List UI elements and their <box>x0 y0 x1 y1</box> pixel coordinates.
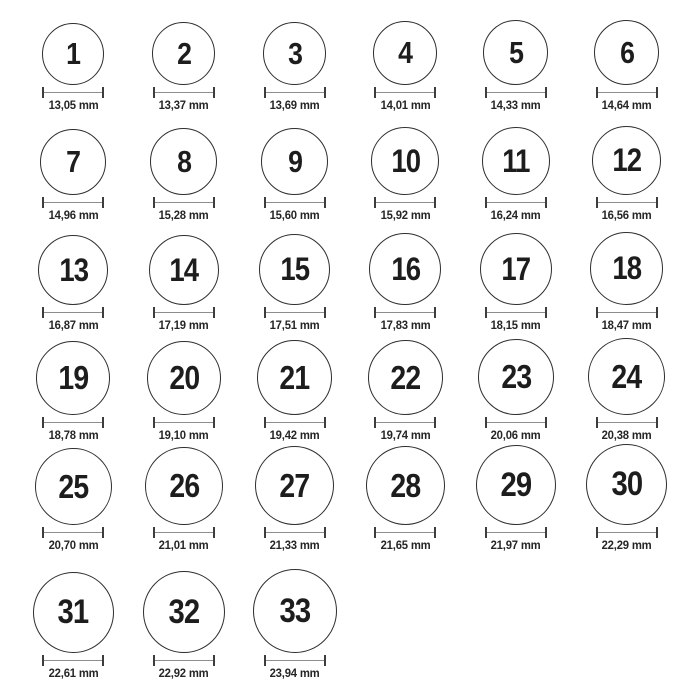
ring-size-number: 19 <box>58 359 89 397</box>
diameter-ruler <box>153 527 215 538</box>
diameter-label: 16,24 mm <box>491 207 541 222</box>
ring-size-number: 21 <box>279 358 310 396</box>
ring-size-number: 7 <box>66 144 81 180</box>
ring-circle <box>590 232 663 305</box>
diameter-ruler <box>153 307 215 318</box>
ring-size-number: 28 <box>390 466 421 504</box>
ring-size-number: 8 <box>176 143 191 179</box>
ring-size-item <box>239 2 350 112</box>
ring-size-item <box>129 552 240 680</box>
ring-circle <box>35 448 112 525</box>
ring-circle <box>149 235 219 305</box>
diameter-label: 20,38 mm <box>601 427 652 442</box>
ring-size-item <box>461 2 572 112</box>
ring-size-item <box>239 112 350 222</box>
ring-size-number: 20 <box>169 359 199 397</box>
ring-size-number: 4 <box>398 35 413 71</box>
ring-size-item <box>239 552 350 680</box>
diameter-ruler <box>374 527 436 538</box>
diameter-ruler <box>42 417 104 428</box>
diameter-label: 22,29 mm <box>601 537 652 552</box>
ring-size-number: 32 <box>168 592 200 631</box>
ring-size-number: 17 <box>501 250 531 287</box>
ring-size-item <box>571 442 682 552</box>
ring-circle <box>38 235 108 305</box>
ring-circle <box>145 447 223 525</box>
ring-size-number: 31 <box>57 593 89 632</box>
ring-size-item <box>350 2 461 112</box>
ring-size-number: 11 <box>502 142 530 179</box>
ring-circle <box>33 572 114 653</box>
diameter-label: 18,15 mm <box>491 317 541 332</box>
diameter-label: 17,51 mm <box>269 317 320 332</box>
ring-size-item <box>129 222 240 332</box>
ring-circle <box>42 23 104 85</box>
diameter-label: 14,96 mm <box>48 207 99 222</box>
ring-size-number: 27 <box>279 466 310 504</box>
ring-size-item <box>239 442 350 552</box>
ring-circle <box>261 128 328 195</box>
ring-circle <box>152 22 215 85</box>
diameter-ruler <box>42 87 104 98</box>
ring-size-number: 3 <box>287 35 302 71</box>
diameter-ruler <box>485 87 547 98</box>
diameter-label: 14,64 mm <box>601 97 652 112</box>
ring-size-number: 6 <box>619 34 634 70</box>
diameter-label: 13,37 mm <box>159 97 209 112</box>
diameter-ruler <box>264 307 326 318</box>
diameter-ruler <box>596 87 658 98</box>
ring-circle <box>369 233 441 305</box>
ring-size-item <box>129 112 240 222</box>
diameter-ruler <box>374 307 436 318</box>
diameter-label: 14,33 mm <box>491 97 541 112</box>
ring-circle <box>366 446 445 525</box>
diameter-label: 15,28 mm <box>159 207 209 222</box>
ring-size-number: 24 <box>611 357 642 395</box>
diameter-ruler <box>485 307 547 318</box>
diameter-ruler <box>264 87 326 98</box>
diameter-label: 21,01 mm <box>159 537 209 552</box>
diameter-ruler <box>596 417 658 428</box>
ring-size-item <box>350 442 461 552</box>
diameter-ruler <box>42 527 104 538</box>
ring-circle <box>255 446 334 525</box>
ring-circle <box>257 340 332 415</box>
ring-circle <box>594 20 659 85</box>
ring-size-item <box>18 2 129 112</box>
ring-size-number: 29 <box>500 465 532 504</box>
diameter-label: 23,94 mm <box>269 665 320 680</box>
diameter-ruler <box>153 197 215 208</box>
diameter-ruler <box>42 655 104 666</box>
diameter-label: 15,60 mm <box>269 207 320 222</box>
diameter-ruler <box>374 87 436 98</box>
ring-size-number: 16 <box>390 250 420 287</box>
ring-circle <box>480 233 552 305</box>
diameter-ruler <box>153 655 215 666</box>
ring-size-item <box>461 332 572 442</box>
ring-circle <box>368 340 443 415</box>
diameter-ruler <box>374 197 436 208</box>
ring-size-item <box>129 442 240 552</box>
ring-circle <box>371 127 439 195</box>
ring-circle <box>588 338 665 415</box>
ring-size-number: 12 <box>612 142 642 179</box>
diameter-label: 21,97 mm <box>491 537 541 552</box>
ring-size-number: 5 <box>508 34 523 70</box>
diameter-ruler <box>153 87 215 98</box>
diameter-label: 21,65 mm <box>380 537 431 552</box>
ring-size-number: 18 <box>612 250 642 287</box>
ring-size-number: 14 <box>169 251 199 288</box>
ring-size-number: 2 <box>176 35 191 71</box>
diameter-ruler <box>42 197 104 208</box>
ring-size-number: 13 <box>58 251 88 288</box>
ring-size-number: 1 <box>66 36 81 72</box>
ring-size-item <box>461 112 572 222</box>
ring-size-item <box>239 222 350 332</box>
ring-size-item <box>571 222 682 332</box>
ring-size-number: 30 <box>611 465 643 504</box>
ring-size-item <box>350 332 461 442</box>
diameter-ruler <box>264 655 326 666</box>
diameter-ruler <box>42 307 104 318</box>
ring-size-item <box>239 332 350 442</box>
diameter-ruler <box>264 417 326 428</box>
diameter-ruler <box>153 417 215 428</box>
ring-size-number: 23 <box>501 358 531 396</box>
diameter-ruler <box>374 417 436 428</box>
ring-size-item <box>571 2 682 112</box>
diameter-ruler <box>596 197 658 208</box>
diameter-label: 13,05 mm <box>48 97 99 112</box>
diameter-label: 18,78 mm <box>48 427 99 442</box>
ring-size-item <box>461 222 572 332</box>
diameter-label: 13,69 mm <box>269 97 320 112</box>
ring-size-item <box>350 112 461 222</box>
diameter-ruler <box>596 527 658 538</box>
diameter-label: 20,06 mm <box>491 427 541 442</box>
diameter-label: 16,56 mm <box>601 207 652 222</box>
ring-size-item <box>461 442 572 552</box>
ring-size-item <box>571 332 682 442</box>
diameter-ruler <box>264 527 326 538</box>
diameter-ruler <box>264 197 326 208</box>
diameter-label: 17,19 mm <box>159 317 209 332</box>
ring-circle <box>263 22 326 85</box>
diameter-ruler <box>596 307 658 318</box>
diameter-label: 22,61 mm <box>48 665 99 680</box>
ring-circle <box>150 128 217 195</box>
ring-circle <box>476 445 556 525</box>
ring-size-item <box>350 222 461 332</box>
diameter-label: 20,70 mm <box>48 537 99 552</box>
ring-size-number: 26 <box>169 467 199 505</box>
ring-circle <box>40 129 106 195</box>
diameter-label: 21,33 mm <box>269 537 320 552</box>
ring-size-item <box>18 112 129 222</box>
ring-circle <box>259 234 330 305</box>
diameter-ruler <box>485 527 547 538</box>
diameter-label: 22,92 mm <box>159 665 209 680</box>
ring-size-item <box>571 112 682 222</box>
ring-size-number: 9 <box>287 143 302 179</box>
ring-circle <box>143 571 225 653</box>
ring-circle <box>592 126 661 195</box>
diameter-ruler <box>485 197 547 208</box>
ring-size-item <box>18 552 129 680</box>
diameter-label: 18,47 mm <box>601 317 652 332</box>
ring-size-item <box>18 332 129 442</box>
ring-circle <box>586 444 667 525</box>
diameter-label: 17,83 mm <box>380 317 431 332</box>
ring-size-number: 25 <box>58 467 89 505</box>
ring-size-number: 10 <box>390 142 420 179</box>
ring-circle <box>373 21 437 85</box>
ring-circle <box>36 341 110 415</box>
diameter-label: 15,92 mm <box>380 207 431 222</box>
ring-size-item <box>129 2 240 112</box>
ring-circle <box>483 20 548 85</box>
ring-size-item <box>129 332 240 442</box>
ring-circle <box>147 341 221 415</box>
diameter-ruler <box>485 417 547 428</box>
ring-size-number: 15 <box>280 251 310 288</box>
diameter-label: 14,01 mm <box>380 97 431 112</box>
diameter-label: 19,42 mm <box>269 427 320 442</box>
ring-size-number: 22 <box>390 358 421 396</box>
ring-size-number: 33 <box>279 591 311 630</box>
ring-circle <box>253 569 337 653</box>
ring-circle <box>482 127 550 195</box>
diameter-label: 19,74 mm <box>380 427 431 442</box>
ring-size-item <box>18 222 129 332</box>
ring-circle <box>478 339 554 415</box>
diameter-label: 19,10 mm <box>159 427 209 442</box>
diameter-label: 16,87 mm <box>48 317 99 332</box>
ring-size-item <box>18 442 129 552</box>
